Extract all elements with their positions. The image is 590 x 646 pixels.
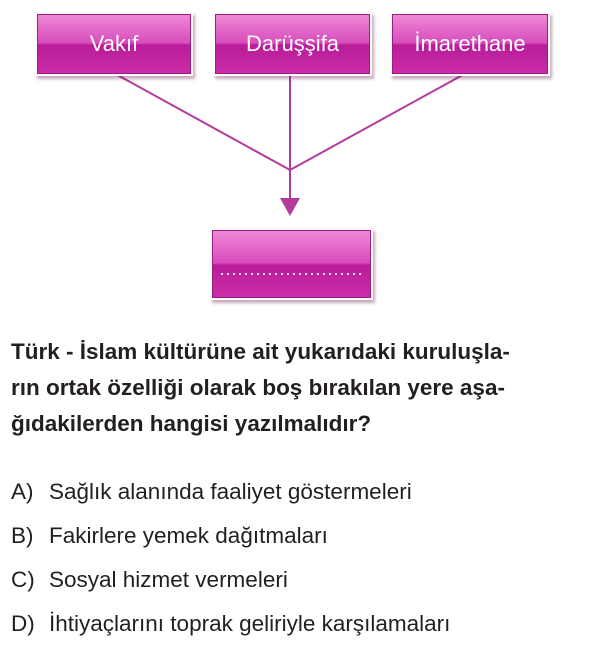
question-line-3: ğıdakilerden hangisi yazılmalıdır?: [11, 411, 372, 436]
box-darussifa-label: Darüşşifa: [246, 31, 339, 56]
connector-right: [290, 72, 468, 170]
answer-blank-box: [210, 228, 373, 300]
arrow-down-icon: [280, 198, 300, 216]
option-b[interactable]: [11, 514, 581, 558]
box-vakif-label: Vakıf: [89, 31, 139, 56]
box-imarethane-label: İmarethane: [414, 31, 526, 56]
box-vakif: [35, 12, 193, 76]
option-c-text: Sosyal hizmet vermeleri: [49, 567, 288, 592]
option-c-letter: C): [11, 567, 35, 592]
option-a-letter: A): [11, 479, 34, 504]
question-line-1: Türk - İslam kültürüne ait yukarıdaki kuruluşla-: [11, 339, 510, 364]
box-imarethane: [390, 12, 550, 76]
option-d-text: İhtiyaçlarını toprak geliriyle karşılamaları: [49, 611, 451, 636]
answer-options: [11, 470, 581, 646]
option-a-text: Sağlık alanında faaliyet göstermeleri: [49, 479, 412, 504]
answer-blank-dots: ........................: [219, 258, 364, 279]
concept-diagram: [0, 0, 590, 310]
option-d[interactable]: [11, 602, 581, 646]
option-b-letter: B): [11, 523, 34, 548]
question-line-2: rın ortak özelliği olarak boş bırakılan yere aşa-: [11, 375, 505, 400]
option-b-text: Fakirlere yemek dağıtmaları: [49, 523, 328, 548]
question-text: [11, 334, 581, 442]
box-darussifa: [213, 12, 372, 76]
option-a[interactable]: [11, 470, 581, 514]
connector-left: [112, 72, 290, 170]
option-d-letter: D): [11, 611, 35, 636]
option-c[interactable]: [11, 558, 581, 602]
